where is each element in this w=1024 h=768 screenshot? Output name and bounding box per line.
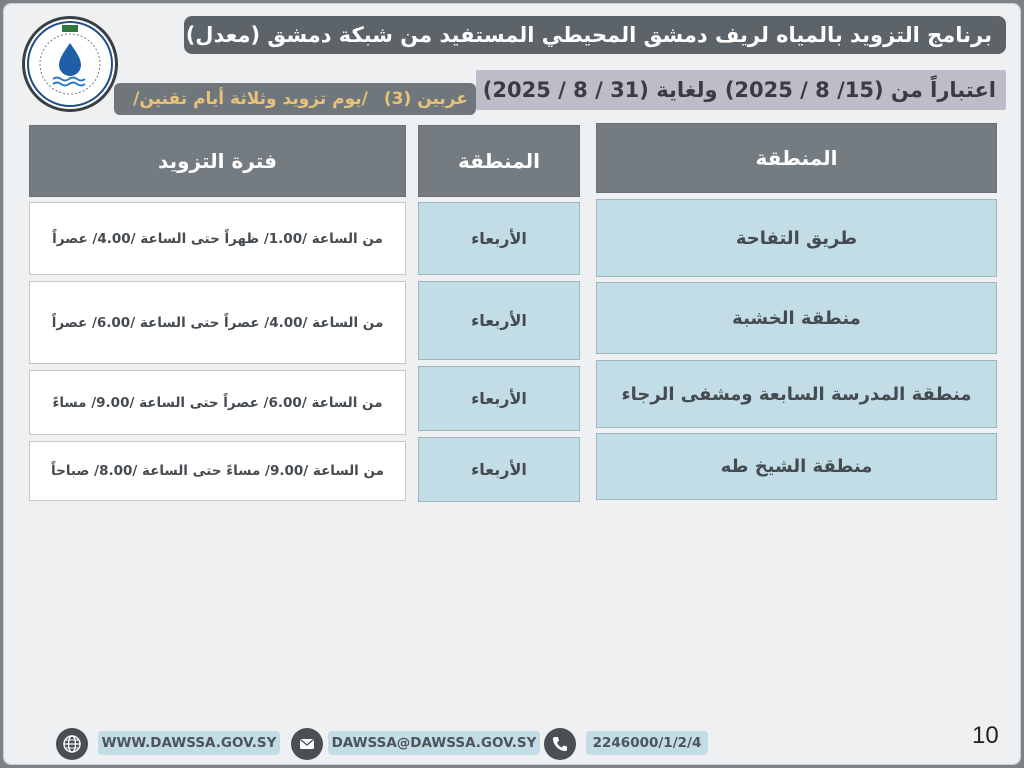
table-row-period: من الساعة /9.00/ مساءً حتى الساعة /8.00/ صباحاً <box>29 441 406 501</box>
table-row-day: الأربعاء <box>418 366 580 431</box>
table-row-area: طريق التفاحة <box>596 199 997 277</box>
date-range: اعتباراً من (15/ 8 / 2025) ولغاية (31 / 8 / 2025) <box>476 70 1006 110</box>
table-row-period: من الساعة /1.00/ ظهراً حتى الساعة /4.00/ عصراً <box>29 202 406 275</box>
phone-icon <box>544 728 576 760</box>
schedule-note: /يوم تزويد وثلاثة أيام تقنين/ <box>133 89 368 109</box>
schedule-area: عربين (3) <box>383 89 468 109</box>
phone-number: 2246000/1/2/4 <box>586 731 708 755</box>
document-page <box>3 3 1021 765</box>
table-row-period: من الساعة /4.00/ عصراً حتى الساعة /6.00/ عصراً <box>29 281 406 364</box>
page-title: برنامج التزويد بالمياه لريف دمشق المحيطي المستفيد من شبكة دمشق (معدل) <box>184 16 1006 54</box>
organization-logo <box>22 16 118 112</box>
column-header-area: المنطقة <box>596 123 997 193</box>
table-row-day: الأربعاء <box>418 202 580 275</box>
table-row-area: منطقة الخشبة <box>596 282 997 354</box>
email-link[interactable]: DAWSSA@DAWSSA.GOV.SY <box>328 731 540 755</box>
website-link[interactable]: WWW.DAWSSA.GOV.SY <box>98 731 280 755</box>
table-row-period: من الساعة /6.00/ عصراً حتى الساعة /9.00/ مساءً <box>29 370 406 435</box>
table-row-area: منطقة المدرسة السابعة ومشفى الرجاء <box>596 360 997 428</box>
column-header-day: المنطقة <box>418 125 580 197</box>
envelope-icon <box>291 728 323 760</box>
table-row-day: الأربعاء <box>418 281 580 360</box>
table-row-area: منطقة الشيخ طه <box>596 433 997 500</box>
page-number: 10 <box>972 722 999 749</box>
schedule-info <box>114 83 476 115</box>
column-header-period: فترة التزويد <box>29 125 406 197</box>
globe-icon <box>56 728 88 760</box>
table-row-day: الأربعاء <box>418 437 580 502</box>
water-drop-logo-icon <box>25 19 115 109</box>
